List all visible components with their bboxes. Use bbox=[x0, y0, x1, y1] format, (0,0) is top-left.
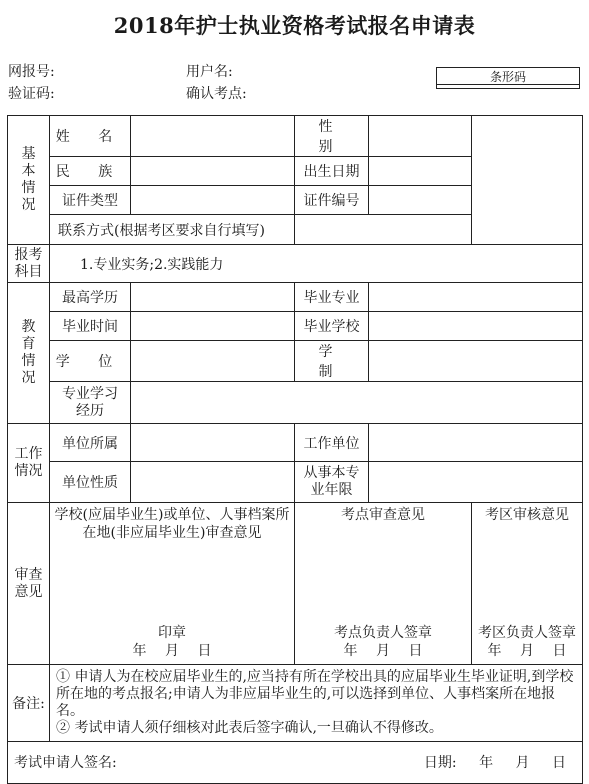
school-seal-label: 印章 bbox=[158, 625, 186, 641]
major-field[interactable] bbox=[369, 283, 583, 312]
district-review-heading: 考区审核意见 bbox=[485, 507, 569, 523]
note-item-1: ① 申请人为在校应届毕业生的,应当持有所在学校出具的应届毕业生毕业证明,到学校所在地的考点报名;申请人为非应届毕业生的,可以选择到单位、人事档案所在地报名。 bbox=[56, 669, 574, 719]
basic-row-1 bbox=[8, 116, 583, 157]
site-seal-label: 考点负责人签章 bbox=[334, 625, 432, 641]
edu-row-3 bbox=[8, 341, 583, 382]
id-number-label: 证件编号 bbox=[295, 186, 369, 215]
system-label bbox=[295, 341, 369, 382]
birthdate-label: 出生日期 bbox=[295, 157, 369, 186]
applicant-signature-label: 考试申请人签名: bbox=[14, 754, 117, 771]
work-row-1 bbox=[8, 424, 583, 462]
degree-field[interactable] bbox=[131, 341, 295, 382]
unit-nature-label: 单位性质 bbox=[50, 462, 131, 503]
review-row bbox=[8, 503, 583, 665]
grad-time-label: 毕业时间 bbox=[50, 312, 131, 341]
application-form-table bbox=[7, 115, 583, 784]
years-field[interactable] bbox=[369, 462, 583, 503]
system-label-text: 学 制 bbox=[318, 344, 345, 380]
work-category bbox=[8, 424, 50, 503]
contact-field[interactable] bbox=[295, 215, 472, 245]
employer-field[interactable] bbox=[369, 424, 583, 462]
school-review-cell[interactable] bbox=[50, 503, 295, 665]
degree-label-text: 学 位 bbox=[55, 354, 125, 370]
id-type-label: 证件类型 bbox=[50, 186, 131, 215]
birthdate-field[interactable] bbox=[369, 157, 472, 186]
gender-field[interactable] bbox=[369, 116, 472, 157]
signature-row bbox=[8, 742, 583, 784]
work-category-text: 工作情况 bbox=[14, 446, 43, 479]
notes-row bbox=[8, 665, 583, 742]
site-review-footer bbox=[295, 624, 471, 660]
subjects-category bbox=[8, 245, 50, 283]
affiliation-field[interactable] bbox=[131, 424, 295, 462]
id-number-field[interactable] bbox=[369, 186, 472, 215]
gender-label bbox=[295, 116, 369, 157]
notes-content bbox=[50, 665, 583, 742]
degree-label bbox=[50, 341, 131, 382]
username-label: 用户名: bbox=[186, 64, 233, 80]
site-review-date: 年 月 日 bbox=[343, 643, 423, 659]
verify-code-label: 验证码: bbox=[8, 86, 55, 102]
experience-field[interactable] bbox=[131, 382, 583, 424]
district-review-footer bbox=[472, 624, 582, 660]
ethnicity-label-text: 民 族 bbox=[55, 164, 125, 180]
name-label-text: 姓 名 bbox=[55, 129, 125, 145]
school-label: 毕业学校 bbox=[295, 312, 369, 341]
edu-row-4 bbox=[8, 382, 583, 424]
confirm-site-label: 确认考点: bbox=[186, 86, 247, 102]
school-review-date: 年 月 日 bbox=[132, 643, 212, 659]
note-item-2: ② 考试申请人须仔细核对此表后签字确认,一旦确认不得修改。 bbox=[56, 720, 443, 736]
district-review-date: 年 月 日 bbox=[487, 643, 567, 659]
education-category bbox=[8, 283, 50, 424]
site-review-heading: 考点审查意见 bbox=[341, 507, 425, 523]
experience-label bbox=[50, 382, 131, 424]
review-category bbox=[8, 503, 50, 665]
years-label bbox=[295, 462, 369, 503]
system-field[interactable] bbox=[369, 341, 583, 382]
affiliation-label: 单位所属 bbox=[50, 424, 131, 462]
form-title: 2018年护士执业资格考试报名申请表 bbox=[113, 13, 476, 38]
basic-category bbox=[8, 116, 50, 245]
employer-label: 工作单位 bbox=[295, 424, 369, 462]
education-category-text: 教育情况 bbox=[21, 319, 36, 386]
highest-edu-field[interactable] bbox=[131, 283, 295, 312]
experience-label-text: 专业学习经历 bbox=[62, 385, 118, 419]
major-label: 毕业专业 bbox=[295, 283, 369, 312]
basic-category-text: 基本情况 bbox=[21, 146, 36, 213]
gender-label-text: 性 别 bbox=[318, 119, 345, 155]
id-type-field[interactable] bbox=[131, 186, 295, 215]
signature-cell[interactable] bbox=[8, 742, 583, 784]
name-field[interactable] bbox=[131, 116, 295, 157]
review-category-text: 审查意见 bbox=[14, 566, 43, 600]
edu-row-1 bbox=[8, 283, 583, 312]
school-review-footer bbox=[50, 624, 294, 660]
signature-date-label: 日期: 年 月 日 bbox=[423, 754, 566, 771]
edu-row-2 bbox=[8, 312, 583, 341]
district-seal-label: 考区负责人签章 bbox=[478, 625, 576, 641]
photo-box bbox=[472, 116, 583, 245]
highest-edu-label: 最高学历 bbox=[50, 283, 131, 312]
ethnicity-label bbox=[50, 157, 131, 186]
unit-nature-field[interactable] bbox=[131, 462, 295, 503]
barcode-box: 条形码 bbox=[436, 67, 580, 89]
name-label bbox=[50, 116, 131, 157]
work-row-2 bbox=[8, 462, 583, 503]
notes-label: 备注: bbox=[8, 665, 50, 742]
district-review-cell[interactable] bbox=[472, 503, 583, 665]
subjects-row bbox=[8, 245, 583, 283]
net-id-label: 网报号: bbox=[8, 64, 55, 80]
grad-time-field[interactable] bbox=[131, 312, 295, 341]
signature-wrap bbox=[14, 745, 576, 781]
subjects-value: 1.专业实务;2.实践能力 bbox=[50, 245, 583, 283]
site-review-cell[interactable] bbox=[295, 503, 472, 665]
ethnicity-field[interactable] bbox=[131, 157, 295, 186]
contact-label: 联系方式(根据考区要求自行填写) bbox=[50, 215, 295, 245]
years-label-text: 从事本专业年限 bbox=[303, 465, 360, 498]
school-review-heading: 学校(应届毕业生)或单位、人事档案所在地(非应届毕业生)审查意见 bbox=[54, 507, 290, 541]
subjects-category-text: 报考科目 bbox=[14, 246, 43, 280]
barcode-underline bbox=[436, 84, 580, 88]
school-field[interactable] bbox=[369, 312, 583, 341]
